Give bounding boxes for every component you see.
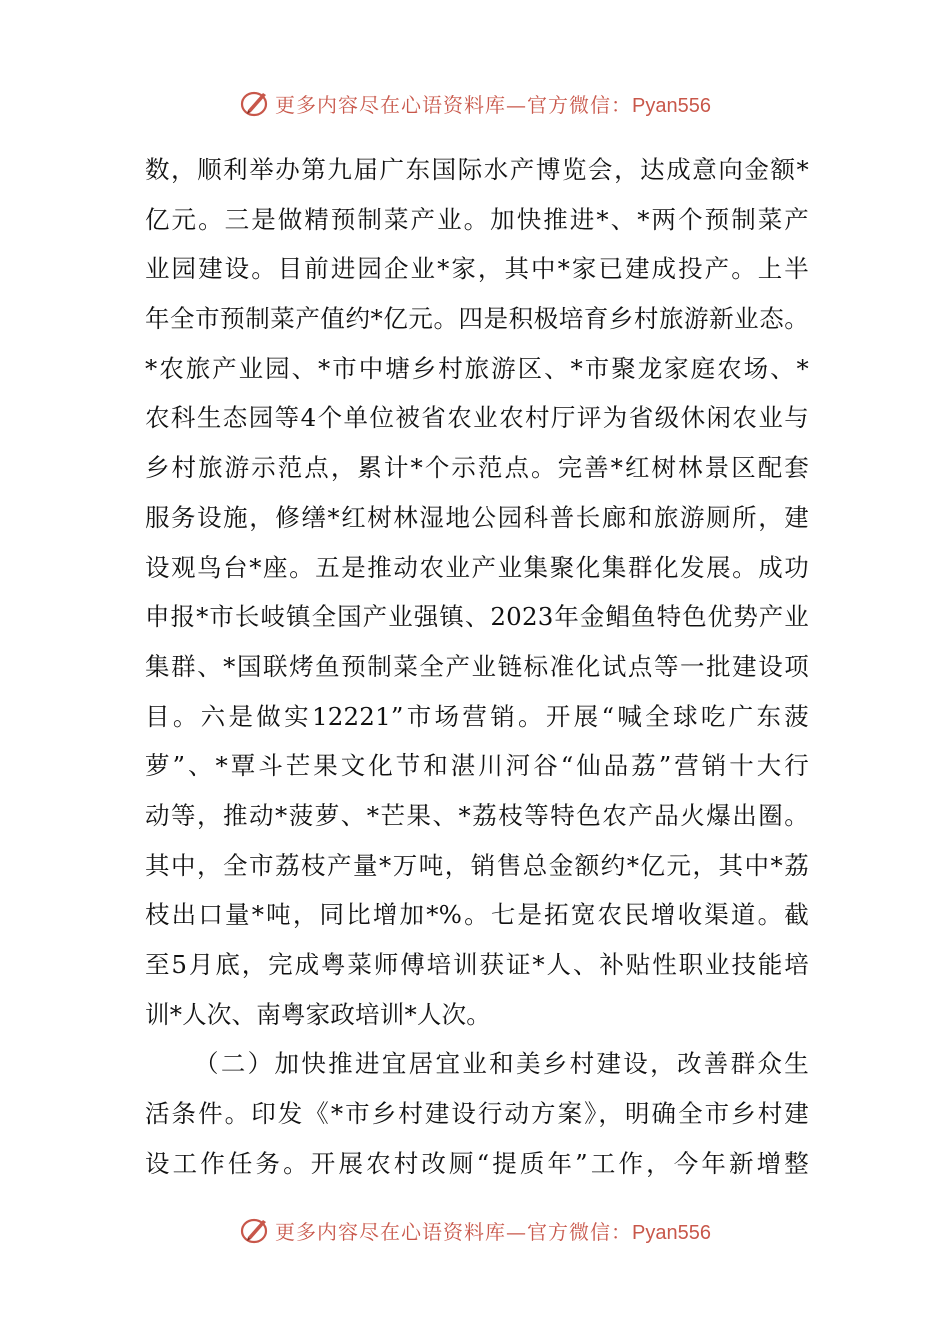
- text-line: 萝”、*覃斗芒果文化节和湛川河谷“仙品荔”营销十大行: [145, 751, 809, 781]
- wechat-id: Pyan556: [632, 1221, 711, 1244]
- text-line: 服务设施，修缮*红树林湿地公园科普长廊和旅游厕所，建: [145, 502, 809, 532]
- text-line: 农科生态园等4个单位被省农业农村厅评为省级休闲农业与: [145, 403, 809, 433]
- text-line: 业园建设。目前进园企业*家，其中*家已建成投产。上半: [145, 254, 809, 284]
- watermark-text: 更多内容尽在心语资料库—官方微信：Pyan556: [275, 1219, 711, 1244]
- text-line: 枝出口量*吨，同比增加*%。七是拓宽农民增收渠道。截: [145, 900, 809, 930]
- pen-circle-icon: [239, 1214, 271, 1246]
- text-line: 年全市预制菜产值约*亿元。四是积极培育乡村旅游新业态。: [145, 304, 809, 334]
- section-heading-line: （二）加快推进宜居宜业和美乡村建设，改善群众生: [194, 1049, 809, 1079]
- text-line: 动等，推动*菠萝、*芒果、*荔枝等特色农产品火爆出圈。: [145, 800, 809, 830]
- text-line: 其中，全市荔枝产量*万吨，销售总金额约*亿元，其中*荔: [145, 850, 809, 880]
- text-line: 亿元。三是做精预制菜产业。加快推进*、*两个预制菜产: [145, 204, 809, 234]
- footer-watermark: [0, 1212, 950, 1248]
- text-line: 集群、*国联烤鱼预制菜全产业链标准化试点等一批建设项: [145, 651, 809, 681]
- text-line: 乡村旅游示范点，累计*个示范点。完善*红树林景区配套: [145, 453, 809, 483]
- text-line: 申报*市长岐镇全国产业强镇、2023年金鲳鱼特色优势产业: [145, 602, 809, 632]
- text-line: 目。六是做实12221”市场营销。开展“喊全球吃广东菠: [145, 701, 809, 731]
- text-line: 训*人次、南粤家政培训*人次。: [145, 999, 491, 1029]
- wechat-id: Pyan556: [632, 94, 711, 117]
- watermark-text: 更多内容尽在心语资料库—官方微信：Pyan556: [275, 92, 711, 117]
- text-line: 数，顺利举办第九届广东国际水产博览会，达成意向金额*: [145, 155, 809, 184]
- pen-circle-icon: [239, 87, 271, 119]
- text-line: 设工作任务。开展农村改厕“提质年”工作，今年新增整: [145, 1148, 809, 1178]
- text-line: 设观鸟台*座。五是推动农业产业集聚化集群化发展。成功: [145, 552, 809, 582]
- text-line: 活条件。印发《*市乡村建设行动方案》，明确全市乡村建: [145, 1099, 809, 1129]
- text-line: 至5月底，完成粤菜师傅培训获证*人、补贴性职业技能培: [145, 950, 809, 979]
- text-line: *农旅产业园、*市中塘乡村旅游区、*市聚龙家庭农场、*: [145, 353, 809, 383]
- header-watermark: [0, 85, 950, 121]
- document-body: [145, 145, 809, 1188]
